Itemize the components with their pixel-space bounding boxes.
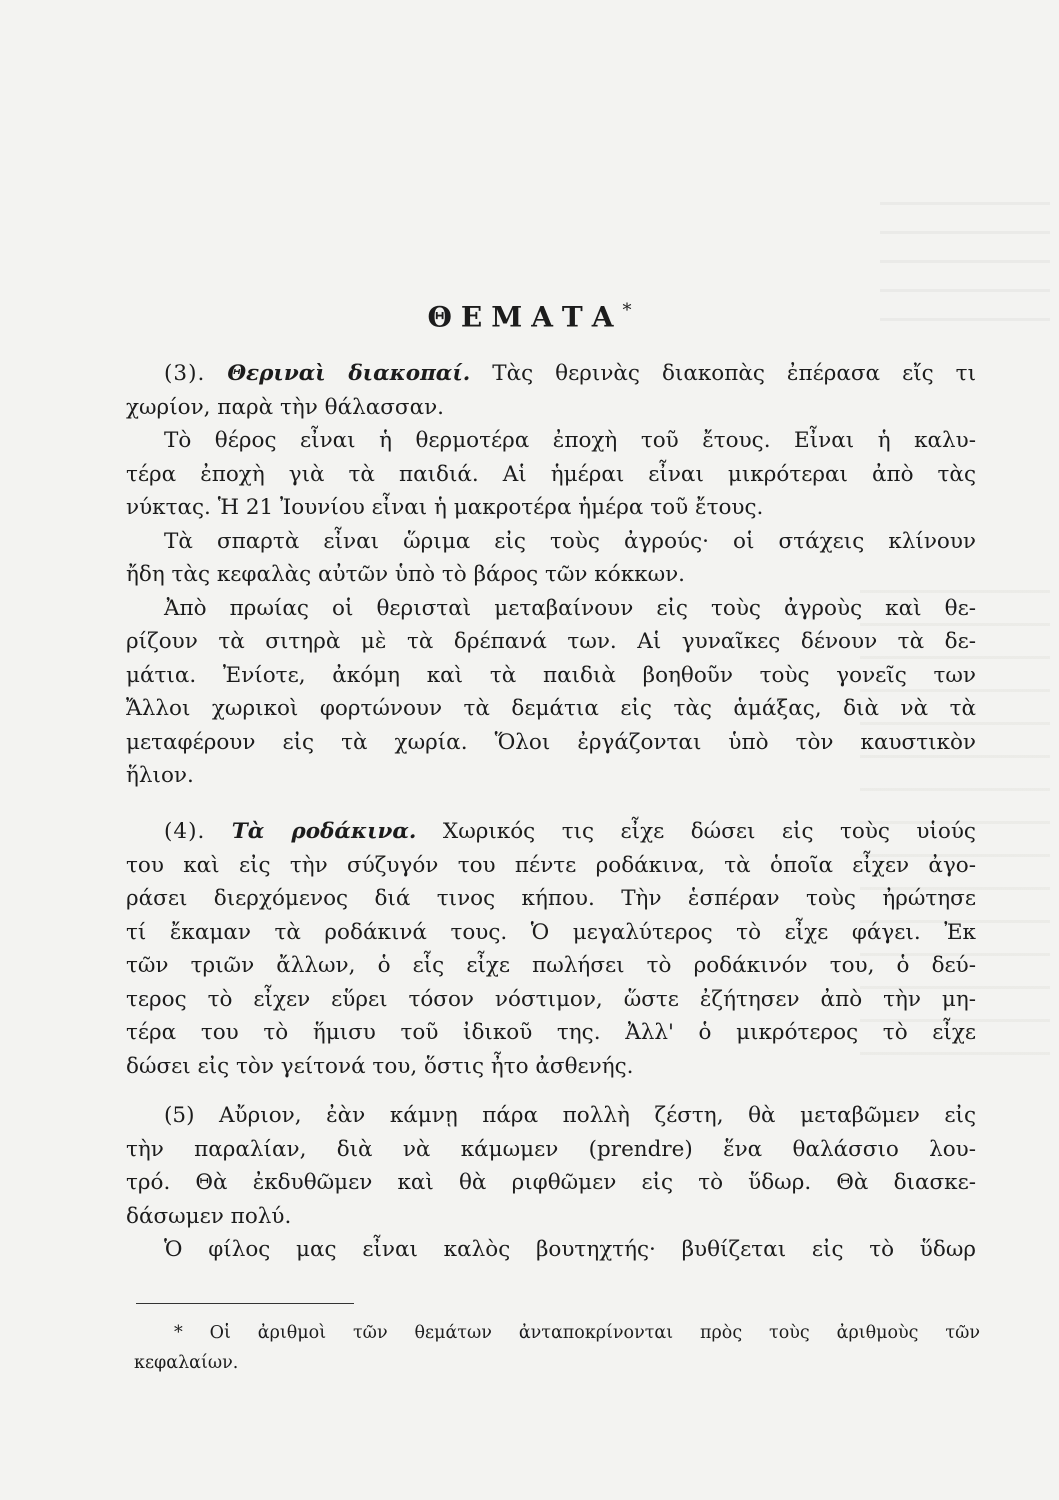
- footnote-line: κεφαλαίων.: [134, 1353, 239, 1373]
- section-heading: Θεριναὶ διακοπαί.: [227, 361, 471, 386]
- text-line: τέρα ἐποχὴ γιὰ τὰ παιδιά. Αἱ ἡμέραι εἶναι μικρότεραι ἀπὸ τὰς: [126, 461, 976, 487]
- text-line: ράσει διερχόμενος διά τινος κήπου. Τὴν ἑσπέραν τοὺς ἠρώτησε: [126, 886, 976, 911]
- footnote-line: * Οἱ ἀριθμοὶ τῶν θεμάτων ἀνταποκρίνονται πρὸς τοὺς ἀριθμοὺς τῶν: [174, 1323, 980, 1343]
- text-line: Ἀπὸ πρωίας οἱ θερισταὶ μεταβαίνουν εἰς τοὺς ἀγροὺς καὶ θε-: [164, 595, 976, 621]
- footnote: [134, 1318, 980, 1378]
- text-line: τερος τὸ εἶχεν εὕρει τόσον νόστιμον, ὥστε ἐζήτησεν ἀπὸ τὴν μη-: [126, 986, 976, 1012]
- text-line: νύκτας. Ἡ 21 Ἰουνίου εἶναι ἡ μακροτέρα ἡμέρα τοῦ ἔτους.: [126, 495, 764, 520]
- text-line: μεταφέρουν εἰς τὰ χωρία. Ὅλοι ἐργάζονται ὑπὸ τὸν καυστικὸν: [126, 729, 976, 755]
- text-line: Χωρικός τις εἶχε δώσει εἰς τοὺς υἱούς: [442, 819, 976, 844]
- text-line: Ἄλλοι χωρικοὶ φορτώνουν τὰ δεμάτια εἰς τὰς ἁμάξας, διὰ νὰ τὰ: [126, 696, 976, 721]
- text-line: μάτια. Ἐνίοτε, ἀκόμη καὶ τὰ παιδιὰ βοηθοῦν τοὺς γονεῖς των: [126, 662, 976, 688]
- footnote-divider: [136, 1303, 354, 1304]
- text-line: τέρα του τὸ ἥμισυ τοῦ ἰδικοῦ της. Ἀλλ' ὁ μικρότερος τὸ εἶχε: [126, 1020, 976, 1045]
- section-number: (4).: [164, 819, 206, 844]
- text-line: τρό. Θὰ ἐκδυθῶμεν καὶ θὰ ριφθῶμεν εἰς τὸ ὕδωρ. Θὰ διασκε-: [126, 1170, 976, 1195]
- text-line: τί ἔκαμαν τὰ ροδάκινά τους. Ὁ μεγαλύτερος τὸ εἶχε φάγει. Ἐκ: [126, 919, 976, 945]
- text-line: ἥλιον.: [126, 763, 194, 788]
- text-line: Τὰς θερινὰς διακοπὰς ἐπέρασα εἴς τι: [492, 361, 977, 386]
- text-line: Τὰ σπαρτὰ εἶναι ὥριμα εἰς τοὺς ἀγρούς· οἱ στάχεις κλίνουν: [164, 528, 976, 554]
- text-line: Ὁ φίλος μας εἶναι καλὸς βουτηχτής· βυθίζεται εἰς τὸ ὕδωρ: [164, 1237, 976, 1262]
- text-line: (5) Αὔριον, ἐὰν κάμνῃ πάρα πολλὴ ζέστη, θὰ μεταβῶμεν εἰς: [164, 1103, 976, 1128]
- section-4: [126, 815, 976, 1083]
- section-3: [126, 357, 976, 793]
- section-5: [126, 1099, 976, 1267]
- text-line: τῶν τριῶν ἄλλων, ὁ εἷς εἶχε πωλήσει τὸ ροδάκινόν του, ὁ δεύ-: [126, 953, 976, 978]
- text-line: τὴν παραλίαν, διὰ νὰ κάμωμεν (prendre) ἕνα θαλάσσιο λου-: [126, 1136, 976, 1162]
- section-number: (3).: [164, 361, 206, 386]
- text-line: χωρίον, παρὰ τὴν θάλασσαν.: [126, 394, 445, 420]
- text-line: του καὶ εἰς τὴν σύζυγόν του πέντε ροδάκινα, τὰ ὁποῖα εἶχεν ἀγο-: [126, 852, 976, 878]
- text-line: δάσωμεν πολύ.: [126, 1203, 292, 1229]
- text-line: δώσει εἰς τὸν γείτονά του, ὅστις ἦτο ἀσθενής.: [126, 1053, 634, 1079]
- section-heading: Τὰ ροδάκινα.: [231, 819, 417, 844]
- page-title: ΘΕΜΑΤΑ*: [427, 300, 632, 334]
- text-line: ρίζουν τὰ σιτηρὰ μὲ τὰ δρέπανά των. Αἱ γυναῖκες δένουν τὰ δε-: [126, 629, 976, 654]
- text-line: Τὸ θέρος εἶναι ἡ θερμοτέρα ἐποχὴ τοῦ ἔτους. Εἶναι ἡ καλυ-: [164, 428, 976, 453]
- text-line: ἤδη τὰς κεφαλὰς αὐτῶν ὑπὸ τὸ βάρος τῶν κόκκων.: [126, 562, 685, 587]
